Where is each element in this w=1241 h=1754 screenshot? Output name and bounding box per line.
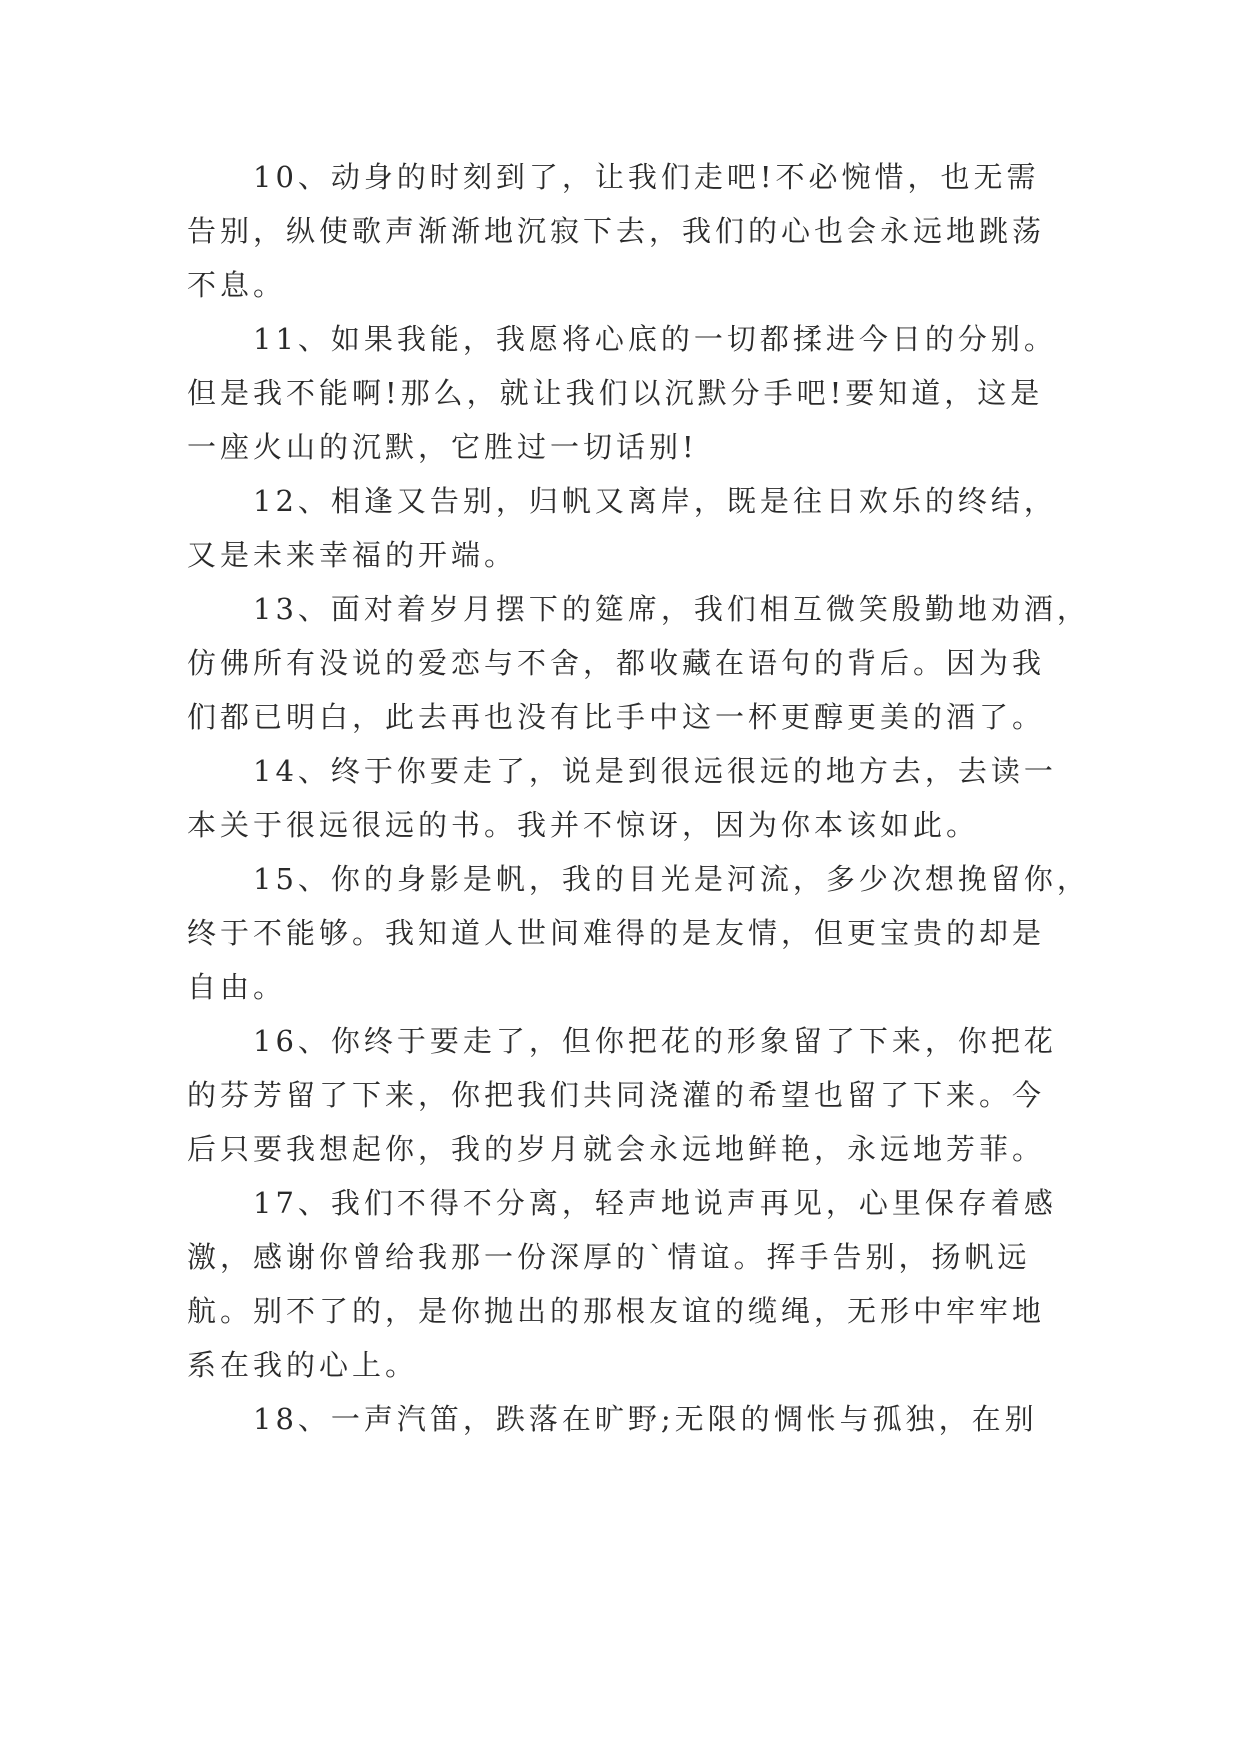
paragraph-line: 的芬芳留了下来，你把我们共同浇灌的希望也留了下来。今 bbox=[187, 1078, 1046, 1112]
paragraph-line: 17、我们不得不分离，轻声地说声再见，心里保存着感 bbox=[253, 1186, 1057, 1220]
document-body bbox=[187, 155, 1090, 1451]
paragraph-11 bbox=[187, 317, 1057, 479]
paragraph-line: 14、终于你要走了，说是到很远很远的地方去，去读一 bbox=[253, 754, 1057, 788]
paragraph-line: 自由。 bbox=[187, 970, 287, 1004]
paragraph-line: 一座火山的沉默，它胜过一切话别! bbox=[187, 430, 698, 464]
paragraph-line: 激，感谢你曾给我那一份深厚的`情谊。挥手告别，扬帆远 bbox=[187, 1240, 1031, 1274]
paragraph-17 bbox=[187, 1181, 1057, 1397]
paragraph-line: 又是未来幸福的开端。 bbox=[187, 538, 518, 572]
paragraph-10 bbox=[187, 155, 1057, 317]
paragraph-16 bbox=[187, 1019, 1057, 1181]
paragraph-18 bbox=[187, 1397, 1057, 1451]
paragraph-line: 16、你终于要走了，但你把花的形象留了下来，你把花 bbox=[253, 1024, 1057, 1058]
paragraph-line: 后只要我想起你，我的岁月就会永远地鲜艳，永远地芳菲。 bbox=[187, 1132, 1046, 1166]
paragraph-line: 10、动身的时刻到了，让我们走吧!不必惋惜，也无需 bbox=[253, 160, 1040, 194]
paragraph-line: 本关于很远很远的书。我并不惊讶，因为你本该如此。 bbox=[187, 808, 980, 842]
paragraph-line: 仿佛所有没说的爱恋与不舍，都收藏在语句的背后。因为我 bbox=[187, 646, 1046, 680]
paragraph-line: 系在我的心上。 bbox=[187, 1348, 419, 1382]
paragraph-15 bbox=[187, 857, 1090, 1019]
paragraph-line: 们都已明白，此去再也没有比手中这一杯更醇更美的酒了。 bbox=[187, 700, 1046, 734]
paragraph-line: 终于不能够。我知道人世间难得的是友情，但更宝贵的却是 bbox=[187, 916, 1046, 950]
paragraph-line: 航。别不了的，是你抛出的那根友谊的缆绳，无形中牢牢地 bbox=[187, 1294, 1046, 1328]
paragraph-line: 不息。 bbox=[187, 268, 287, 302]
paragraph-14 bbox=[187, 749, 1057, 857]
paragraph-line: 15、你的身影是帆，我的目光是河流，多少次想挽留你， bbox=[253, 862, 1090, 896]
paragraph-13 bbox=[187, 587, 1090, 749]
paragraph-line: 18、一声汽笛，跌落在旷野;无限的惆怅与孤独，在别 bbox=[253, 1402, 1038, 1436]
paragraph-line: 告别，纵使歌声渐渐地沉寂下去，我们的心也会永远地跳荡 bbox=[187, 214, 1046, 248]
paragraph-line: 12、相逢又告别，归帆又离岸，既是往日欢乐的终结， bbox=[253, 484, 1057, 518]
paragraph-line: 13、面对着岁月摆下的筵席，我们相互微笑殷勤地劝酒， bbox=[253, 592, 1090, 626]
paragraph-line: 但是我不能啊!那么，就让我们以沉默分手吧!要知道，这是 bbox=[187, 376, 1044, 410]
paragraph-line: 11、如果我能，我愿将心底的一切都揉进今日的分别。 bbox=[253, 322, 1057, 356]
paragraph-12 bbox=[187, 479, 1057, 587]
